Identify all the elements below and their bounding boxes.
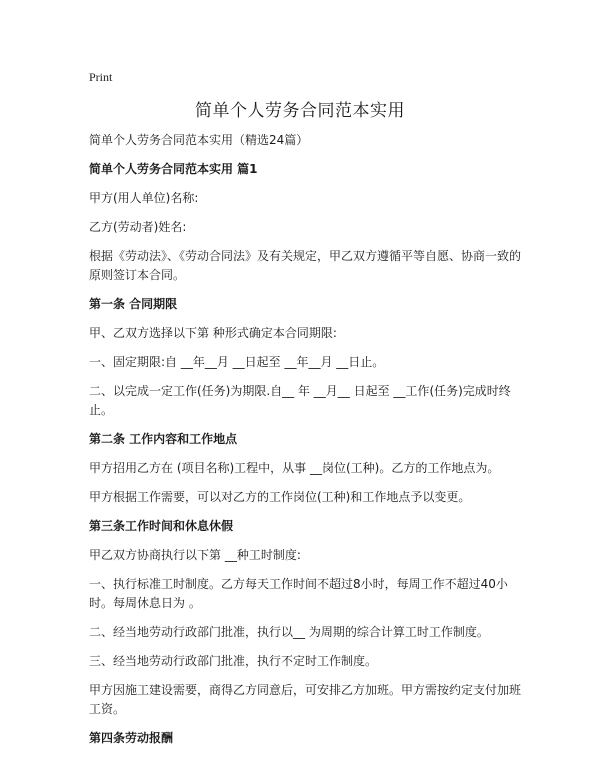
paragraph: 二、经当地劳动行政部门批准，执行以__ 为周期的综合计算工时工作制度。 <box>89 625 489 639</box>
document-body <box>89 131 529 758</box>
section-heading: 第二条 工作内容和工作地点 <box>89 432 238 446</box>
paragraph: 甲方(用人单位)名称: <box>89 191 199 205</box>
paragraph: 根据《劳动法》、《劳动合同法》及有关规定，甲乙双方遵循平等自愿、协商一致的原则签订本合同。 <box>89 249 522 282</box>
paragraph: 甲方因施工建设需要，商得乙方同意后，可安排乙方加班。甲方需按约定支付加班工资。 <box>89 683 522 716</box>
section-heading: 第四条劳动报酬 <box>89 731 174 745</box>
paragraph: 甲乙双方协商执行以下第 __种工时制度: <box>89 548 301 562</box>
paragraph: 一、固定期限:自 __年__月 __日起至 __年__月 __日止。 <box>89 355 385 369</box>
section-heading: 简单个人劳务合同范本实用 篇1 <box>89 162 258 176</box>
document-subtitle: 简单个人劳务合同范本实用（精选24篇） <box>89 133 309 147</box>
print-link[interactable]: Print <box>89 70 113 84</box>
section-heading: 第三条工作时间和休息休假 <box>89 519 234 533</box>
paragraph: 甲方招用乙方在 (项目名称)工程中，从事 __岗位(工种)。乙方的工作地点为。 <box>89 461 500 475</box>
section-heading: 第一条 合同期限 <box>89 297 178 311</box>
paragraph: 甲方根据工作需要，可以对乙方的工作岗位(工种)和工作地点予以变更。 <box>89 490 471 504</box>
paragraph: 甲、乙双方选择以下第 种形式确定本合同期限: <box>89 326 337 340</box>
paragraph: 二、以完成一定工作(任务)为期限.自__ 年 __月__ 日起至 __工作(任务)完成时终止。 <box>89 384 511 417</box>
paragraph: 一、执行标准工时制度。乙方每天工作时间不超过8小时，每周工作不超过40小时。每周休息日为 。 <box>89 577 508 610</box>
document-title: 简单个人劳务合同范本实用 <box>195 101 405 121</box>
paragraph: 三、经当地劳动行政部门批准，执行不定时工作制度。 <box>89 654 378 668</box>
paragraph: 乙方(劳动者)姓名: <box>89 220 187 234</box>
